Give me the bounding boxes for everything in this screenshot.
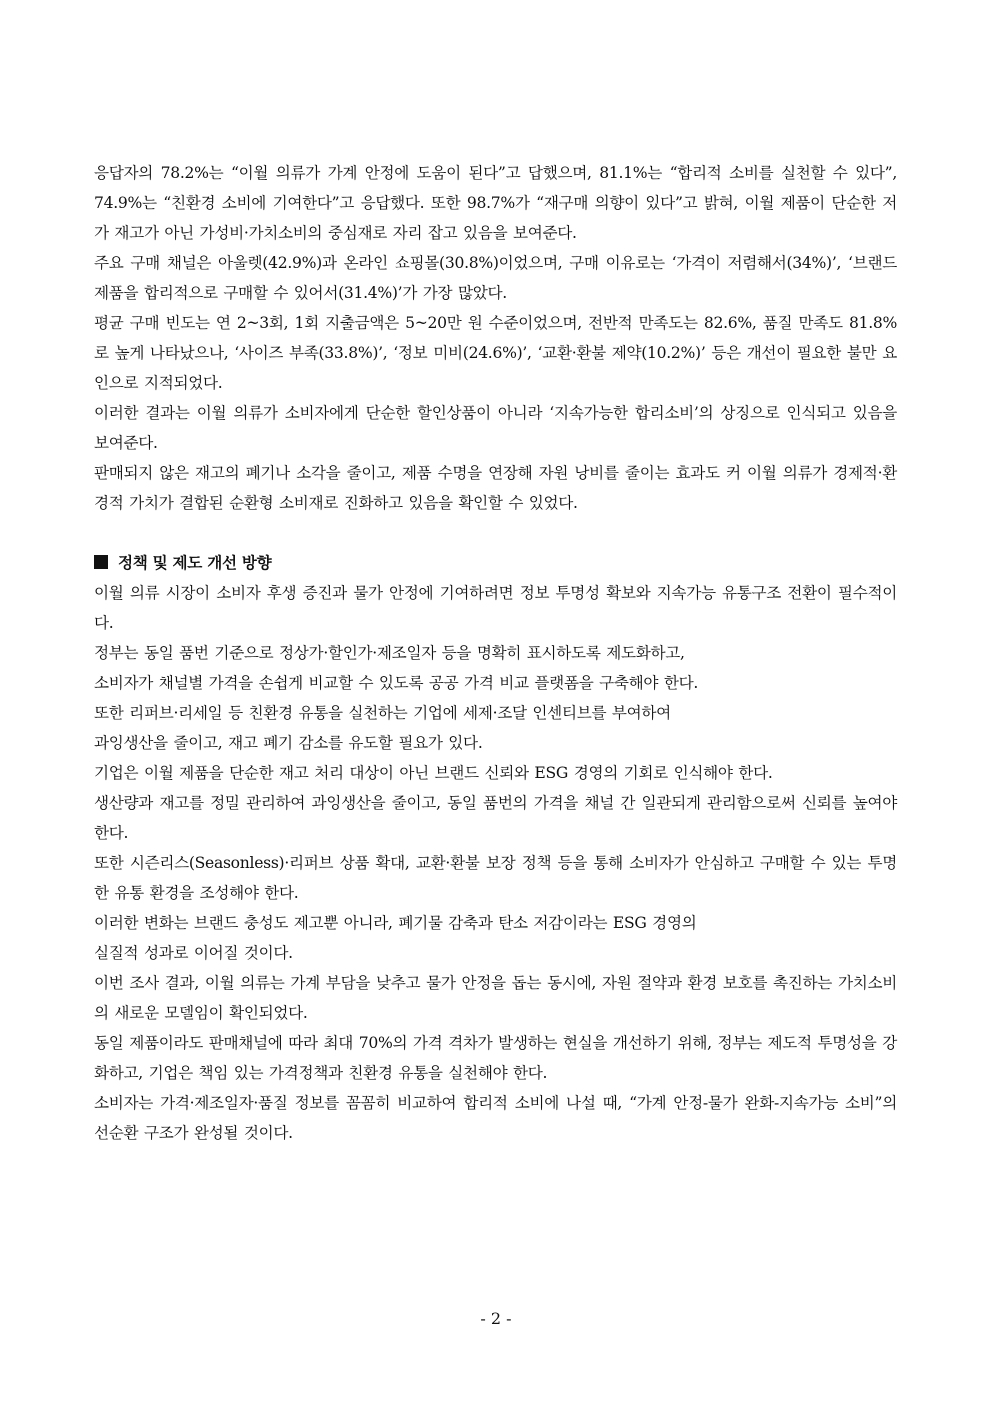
document-body	[94, 158, 897, 1148]
paragraph-policy-intro: 이월 의류 시장이 소비자 후생 증진과 물가 안정에 기여하려면 정보 투명성 확보와 지속가능 유통구조 전환이 필수적이다.	[94, 584, 897, 632]
paragraph-policy-seasonless: 또한 시즌리스(Seasonless)·리퍼브 상품 확대, 교환·환불 보장 정책 등을 통해 소비자가 안심하고 구매할 수 있는 투명한 유통 환경을 조성해야 한다.	[94, 854, 897, 902]
paragraph-conclusion-1: 이번 조사 결과, 이월 의류는 가계 부담을 낮추고 물가 안정을 돕는 동시에, 자원 절약과 환경 보호를 촉진하는 가치소비의 새로운 모델임이 확인되었다.	[94, 974, 897, 1022]
paragraph-conclusion-2: 동일 제품이라도 판매채널에 따라 최대 70%의 가격 격차가 발생하는 현실을 개선하기 위해, 정부는 제도적 투명성을 강화하고, 기업은 책임 있는 가격정책과 친환경 유통을 실천해야 한다.	[94, 1034, 897, 1082]
paragraph-conclusion-3: 소비자는 가격·제조일자·품질 정보를 꼼꼼히 비교하여 합리적 소비에 나설 때, “가계 안정-물가 완화-지속가능 소비”의 선순환 구조가 완성될 것이다.	[94, 1094, 897, 1142]
paragraph-policy-inventory: 생산량과 재고를 정밀 관리하여 과잉생산을 줄이고, 동일 품번의 가격을 채널 간 일관되게 관리함으로써 신뢰를 높여야 한다.	[94, 794, 897, 842]
paragraph-policy-business: 기업은 이월 제품을 단순한 재고 처리 대상이 아닌 브랜드 신뢰와 ESG 경영의 기회로 인식해야 한다.	[94, 764, 773, 782]
paragraph-policy-esg-1: 이러한 변화는 브랜드 충성도 제고뿐 아니라, 폐기물 감축과 탄소 저감이라는 ESG 경영의	[94, 914, 697, 932]
section-heading	[94, 548, 897, 578]
page-number: - 2 -	[480, 1309, 512, 1328]
paragraph-circular-consumption: 판매되지 않은 재고의 폐기나 소각을 줄이고, 제품 수명을 연장해 자원 낭비를 줄이는 효과도 커 이월 의류가 경제적·환경적 가치가 결합된 순환형 소비재로 진화하고 있음을 확인할 수 있었다.	[94, 464, 897, 512]
paragraph-survey-results: 응답자의 78.2%는 “이월 의류가 가계 안정에 도움이 된다”고 답했으며, 81.1%는 “합리적 소비를 실천할 수 있다”, 74.9%는 “친환경 소비에 기여한다”고 응답했다. 또한 98.7%가 “재구매 의향이 있다”고 밝혀, 이월 제품이 단순한 저가 재고가 아닌 가성비·가치소비의 중심재로 자리 잡고 있음을 보여준다.	[94, 164, 897, 242]
paragraph-purchase-channels: 주요 구매 채널은 아울렛(42.9%)과 온라인 쇼핑몰(30.8%)이었으며, 구매 이유로는 ‘가격이 저렴해서(34%)’, ‘브랜드 제품을 합리적으로 구매할 수 있어서(31.4%)’가 가장 많았다.	[94, 254, 897, 302]
section-heading-text: 정책 및 제도 개선 방향	[118, 553, 272, 572]
paragraph-policy-esg-2: 실질적 성과로 이어질 것이다.	[94, 944, 293, 962]
paragraph-purchase-frequency: 평균 구매 빈도는 연 2~3회, 1회 지출금액은 5~20만 원 수준이었으며, 전반적 만족도는 82.6%, 품질 만족도 81.8%로 높게 나타났으나, ‘사이즈 부족(33.8%)’, ‘정보 미비(24.6%)’, ‘교환·환불 제약(10.2%)’ 등은 개선이 필요한 불만 요인으로 지적되었다.	[94, 314, 897, 392]
paragraph-result-summary: 이러한 결과는 이월 의류가 소비자에게 단순한 할인상품이 아니라 ‘지속가능한 합리소비’의 상징으로 인식되고 있음을 보여준다.	[94, 404, 897, 452]
section-spacer	[94, 518, 897, 548]
paragraph-policy-incentive-1: 또한 리퍼브·리세일 등 친환경 유통을 실천하는 기업에 세제·조달 인센티브를 부여하여	[94, 704, 671, 722]
black-square-bullet-icon	[94, 555, 108, 569]
paragraph-policy-incentive-2: 과잉생산을 줄이고, 재고 폐기 감소를 유도할 필요가 있다.	[94, 734, 483, 752]
paragraph-policy-government-2: 소비자가 채널별 가격을 손쉽게 비교할 수 있도록 공공 가격 비교 플랫폼을 구축해야 한다.	[94, 674, 699, 692]
paragraph-policy-government-1: 정부는 동일 품번 기준으로 정상가·할인가·제조일자 등을 명확히 표시하도록 제도화하고,	[94, 644, 685, 662]
